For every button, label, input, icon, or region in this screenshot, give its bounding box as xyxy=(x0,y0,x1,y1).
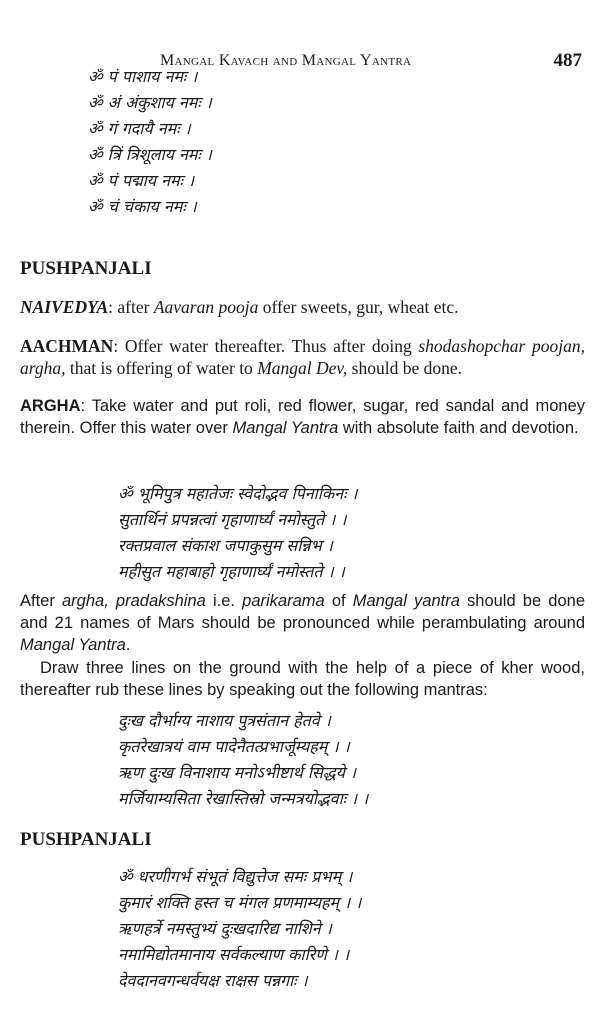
text: shodashopchar poojan, argha, xyxy=(20,336,585,378)
text: : Take water and put roli, red flower, sugar, red sandal and money therein. Offer this water over xyxy=(20,397,585,437)
mantra-line: कृतरेखात्रयं वाम पादेनैतत्प्रभार्जूम्यहम् । । xyxy=(118,737,350,756)
mantra-line: सुतार्थिनं प्रपन्नत्वां गृहाणार्घ्यं नमोस्तुते । । xyxy=(118,510,347,529)
text: Mangal Dev, xyxy=(257,358,348,378)
naivedya-paragraph xyxy=(20,296,585,318)
mantra-line: ॐ पं पाशाय नमः । xyxy=(88,67,198,86)
text: argha, pradakshina xyxy=(62,592,206,610)
mantra-block-2 xyxy=(118,481,357,585)
text: Mangal Yantra xyxy=(20,636,126,654)
text: should be done. xyxy=(347,358,462,378)
section-heading: PUSHPANJALI xyxy=(20,829,152,850)
mantra-line: रक्तप्रवाल संकाश जपाकुसुम सन्निभ । xyxy=(118,536,333,555)
section-heading: PUSHPANJALI xyxy=(20,258,152,279)
text: : Offer water thereafter. Thus after doing xyxy=(113,336,419,356)
mantra-line: दुःख दौर्भाग्य नाशाय पुत्रसंतान हेतवे । xyxy=(118,711,331,730)
text: Aavaran pooja xyxy=(153,297,259,317)
mantra-line: मर्जियाम्यसिता रेखास्तिस्रो जन्मत्रयोद्भवाः । । xyxy=(118,789,369,808)
text: After xyxy=(20,592,62,610)
page-number: 487 xyxy=(553,50,582,71)
mantra-line: देवदानवगन्धर्वयक्ष राक्षस पन्नगाः । xyxy=(118,971,308,990)
mantra-line: कुमारं शक्ति हस्त च मंगल प्रणमाम्यहम् । । xyxy=(118,893,362,912)
text: . xyxy=(125,636,131,654)
mantra-line: ऋण दुःख विनाशाय मनोऽभीष्टार्थ सिद्धये । xyxy=(118,763,357,782)
text: i.e. xyxy=(205,592,243,610)
mantra-line: ॐ भूमिपुत्र महातेजः स्वेदोद्भव पिनाकिनः । xyxy=(118,484,358,503)
mantra-block-1 xyxy=(88,64,212,220)
mantra-line: नमामिद्योतमानाय सर्वकल्याण कारिणे । । xyxy=(118,945,350,964)
mantra-block-4 xyxy=(118,864,361,994)
aachman-paragraph xyxy=(20,335,585,379)
text: Mangal yantra xyxy=(352,592,460,610)
term-label: AACHMAN xyxy=(20,336,114,356)
text: should be done and 21 names of Mars should be pronounced while perambulating around xyxy=(20,592,585,632)
text: of xyxy=(324,592,353,610)
text: that is offering of water to xyxy=(65,358,258,378)
text: offer sweets, gur, wheat etc. xyxy=(258,297,459,317)
mantra-line: महीसुत महाबाहो गृहाणार्घ्यं नमोस्तते । । xyxy=(118,562,345,581)
chapter-title: Mangal Kavach and Mangal Yantra xyxy=(160,52,412,69)
mantra-block-3 xyxy=(118,708,368,812)
text: with absolute faith and devotion. xyxy=(338,419,579,437)
argha-paragraph xyxy=(20,395,585,439)
term-label: ARGHA xyxy=(20,397,81,415)
text: parikarama xyxy=(242,592,325,610)
mantra-line: ॐ गं गदायै नमः । xyxy=(88,119,191,138)
term-label: NAIVEDYA xyxy=(20,297,109,317)
draw-paragraph: Draw three lines on the ground with the help of a piece of kher wood, thereafter rub these lines by speaking out the following mantras: xyxy=(20,659,585,699)
mantra-line: ॐ अं अंकुशाय नमः । xyxy=(88,93,212,112)
mantra-line: ॐ पं पद्माय नमः । xyxy=(88,171,195,190)
text: : after xyxy=(108,297,154,317)
mantra-line: ऋणहर्त्रे नमस्तुभ्यं दुःखदारिद्य नाशिने । xyxy=(118,919,332,938)
mantra-line: ॐ चं चंकाय नमः । xyxy=(88,197,197,216)
mantra-line: ॐ त्रिं त्रिशूलाय नमः । xyxy=(88,145,212,164)
text: Mangal Yantra xyxy=(232,419,339,437)
after-paragraph xyxy=(20,590,585,656)
mantra-line: ॐ धरणीगर्भ संभूतं विद्युत्तेज समः प्रभम् । xyxy=(118,867,353,886)
